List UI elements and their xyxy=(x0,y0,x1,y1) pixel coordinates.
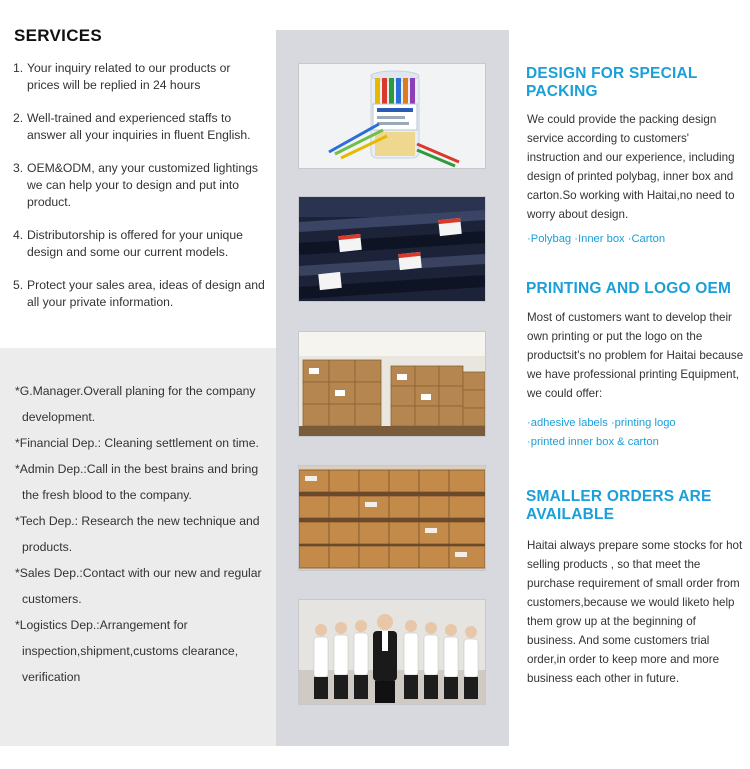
cable-tie-jar-photo xyxy=(298,63,486,169)
department-item: *Logistics Dep.:Arrangement for inspection,shipment,customs clearance, verification xyxy=(15,618,239,684)
department-item: *Tech Dep.: Research the new technique and products. xyxy=(15,514,260,554)
service-item: 4. Distributorship is offered for your unique design and some our current models. xyxy=(13,228,243,259)
printing-title: PRINTING AND LOGO OEM xyxy=(526,280,732,297)
team-photo xyxy=(298,599,486,705)
packing-title: DESIGN FOR SPECIAL PACKING xyxy=(526,65,698,100)
service-item: 3. OEM&ODM, any your customized lightings we can help your to design and put into product. xyxy=(13,161,258,209)
department-item: *G.Manager.Overall planing for the company development. xyxy=(15,384,256,424)
printing-tags-line2: ·printed inner box & carton xyxy=(527,436,659,448)
stacked-cartons-photo xyxy=(298,465,486,571)
services-section xyxy=(0,0,276,348)
bottom-margin xyxy=(0,746,750,769)
smaller-orders-title: SMALLER ORDERS ARE AVAILABLE xyxy=(526,488,712,523)
department-item: *Admin Dep.:Call in the best brains and bring the fresh blood to the company. xyxy=(15,462,259,502)
smaller-orders-body: Haitai always prepare some stocks for hot selling products , so that meet the purchase requirement of small order from customers,because we would liketo help them grow up at the beginning of business. And some customers trial order,in order to keep more and more business each other in future. xyxy=(527,539,743,685)
printing-body: Most of customers want to develop their own printing or put the logo on the productsit's no problem for Haitai because we have professional printing Equipment, we could offer: xyxy=(527,311,744,400)
department-item: *Sales Dep.:Contact with our new and regular customers. xyxy=(15,566,262,606)
departments-list xyxy=(15,378,270,690)
right-column xyxy=(509,30,750,746)
packing-body: We could provide the packing design service according to customers' instruction and our experience, including design of printed polybag, inner box and carton.So working with Haitai,no need to worry about design. xyxy=(527,113,735,221)
services-list xyxy=(13,60,265,327)
left-column xyxy=(0,0,276,769)
service-item: 2. Well-trained and experienced staffs to answer all your inquiries in fluent English. xyxy=(13,111,251,142)
service-item: 1. Your inquiry related to our products or prices will be replied in 24 hours xyxy=(13,61,231,92)
service-item: 5. Protect your sales area, ideas of design and all your private information. xyxy=(13,278,265,309)
black-cable-ties-photo xyxy=(298,196,486,302)
packing-tags: ·Polybag ·Inner box ·Carton xyxy=(527,233,666,245)
services-title: SERVICES xyxy=(14,26,103,45)
department-item: *Financial Dep.: Cleaning settlement on time. xyxy=(15,436,259,450)
photo-column xyxy=(276,30,509,746)
departments-section xyxy=(0,348,276,746)
warehouse-cartons-photo xyxy=(298,331,486,437)
printing-tags-line1: ·adhesive labels ·printing logo xyxy=(527,417,676,429)
